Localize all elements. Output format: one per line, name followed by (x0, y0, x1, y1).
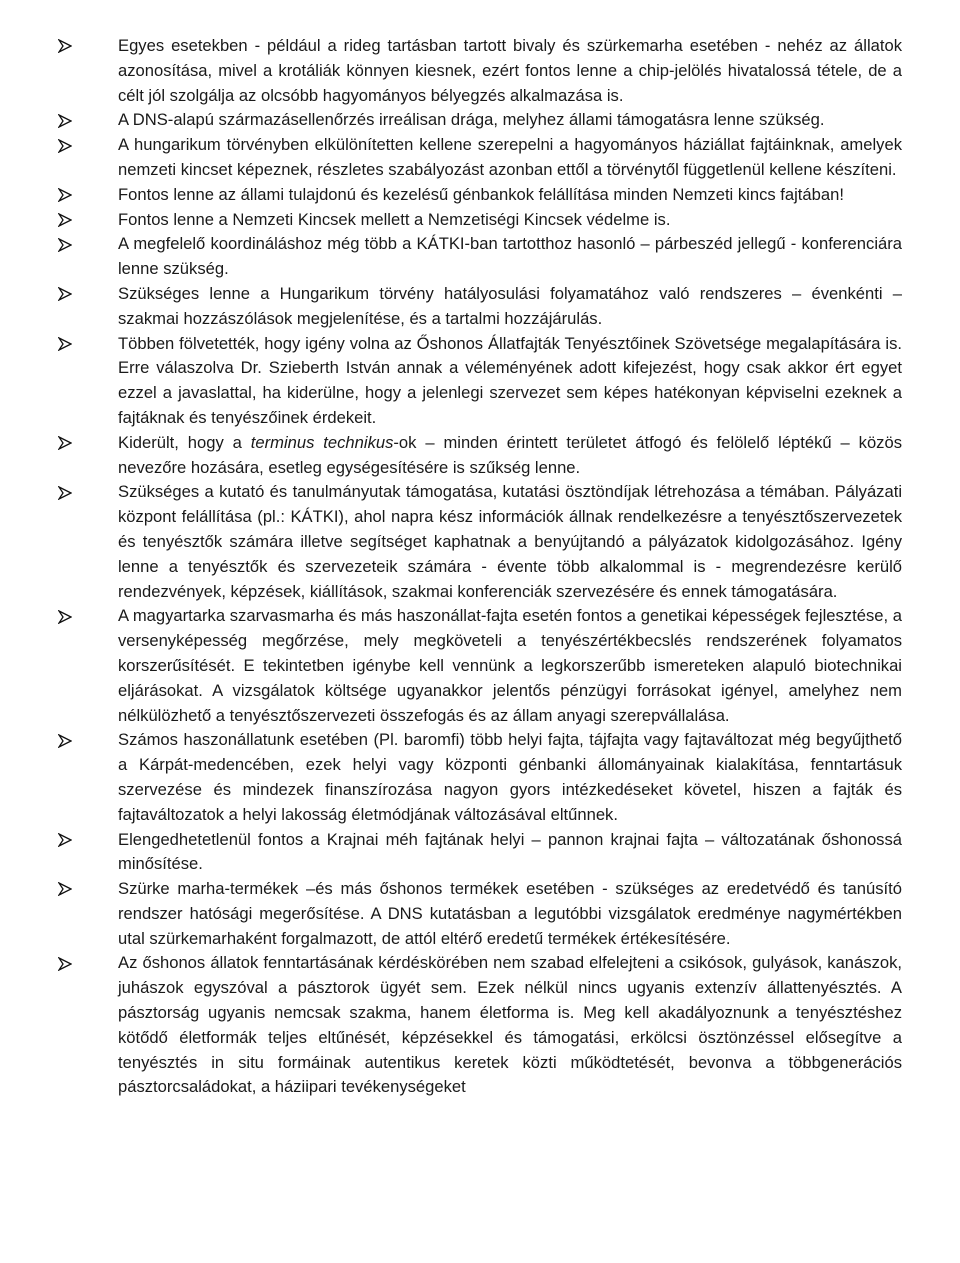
list-item (58, 34, 902, 108)
list-item (58, 431, 902, 481)
list-item-text: Számos haszonállatunk esetében (Pl. baromfi) több helyi fajta, tájfajta vagy fajtaváltozat még begyűjthető a Kárpát-medencében, ezek helyi vagy központi génbanki állományainak kialakítása, fenntartásuk szervezése és mindezek finanszírozása nagyon gyors intézkedéseket követel, hiszen a fajták és fajtaváltozatok a helyi lakosság életmódjának változásával eltűnnek. (118, 730, 902, 824)
list-item (58, 480, 902, 604)
arrowhead-bullet-icon (58, 951, 78, 976)
list-item (58, 108, 902, 133)
arrowhead-bullet-icon (58, 480, 78, 505)
arrowhead-bullet-icon (58, 232, 78, 257)
list-item-text: Az őshonos állatok fenntartásának kérdéskörében nem szabad elfelejteni a csikósok, gulyások, kanászok, juhászok egyszóval a pásztorok ügyét sem. Ezek nélkül nincs ugyanis extenzív állattenyésztés. A pásztorság ugyanis nemcsak szakma, hanem életforma is. Meg kell akadályoznunk a tenyésztéshez kötődő életformák teljes eltűnését, képzésekkel és támogatási, erkölcsi ösztönzéssel elősegítve a tenyésztés in situ formáinak autentikus keretek közti működtetését, bevonva a többgenerációs pásztorcsaládokat, a háziipari tevékenységeket (118, 953, 902, 1097)
arrowhead-bullet-icon (58, 208, 78, 233)
list-item-text: Szürke marha-termékek –és más őshonos termékek esetében - szükséges az eredetvédő és tanúsító rendszer hatósági megerősítése. A DNS kutatásban a legutóbbi vizsgálatok eredménye nagymértékben utal szürkemarhaként forgalmazott, de attól eltérő eredetű termékek értékesítésére. (118, 879, 902, 948)
list-item (58, 208, 902, 233)
list-item (58, 951, 902, 1100)
list-item (58, 133, 902, 183)
arrowhead-bullet-icon (58, 604, 78, 629)
list-item-text: Elengedhetetlenül fontos a Krajnai méh fajtának helyi – pannon krajnai fajta – változatának őshonossá minősítése. (118, 829, 902, 874)
list-item (58, 232, 902, 282)
list-item-text: Egyes esetekben - például a rideg tartásban tartott bivaly és szürkemarha esetében - nehéz az állatok azonosítása, mivel a krotáliák könnyen kiesnek, ezért fontos lenne a chip-jelölés hivatalossá tétele, de a célt jól szolgálja az olcsóbb hagyományos bélyegzés alkalmazása is. (118, 36, 902, 105)
list-item-text: Szükséges a kutató és tanulmányutak támogatása, kutatási ösztöndíjak létrehozása a témában. Pályázati központ felállítása (pl.: KÁTKI), ahol napra kész információk állnak rendelkezésre a tenyésztőszervezetek és tenyésztők számára illetve segítséget kaphatnak a benyújtandó a pályázatok kidolgozásához. Igény lenne a tenyésztők és szervezeteik számára - évente több alkalommal is - megrendezésre kerülő rendezvények, képzések, kiállítások, szakmai konferenciák szervezésére és ennek támogatására. (118, 482, 902, 601)
arrowhead-bullet-icon (58, 332, 78, 357)
list-item (58, 183, 902, 208)
list-item-text: Többen fölvetették, hogy igény volna az Őshonos Állatfajták Tenyésztőinek Szövetsége megalapítására is. Erre válaszolva Dr. Szieberth István annak a véleményének adott kifejezést, hogy csak akkor ért egyet ezzel a javaslattal, ha kiderülne, hogy a jelenlegi szervezet sem képes hatékonyan képviselni ezeknek a fajtáknak és tenyészőinek érdekeit. (118, 333, 902, 427)
arrowhead-bullet-icon (58, 431, 78, 456)
arrowhead-bullet-icon (58, 133, 78, 158)
list-item-text: A hungarikum törvényben elkülönítetten kellene szerepelni a hagyományos háziállat fajtáinknak, amelyek nemzeti kincset képeznek, részletes szabályozást azonban ettől a törvénytől függetlenül kellene készíteni. (118, 135, 902, 179)
arrowhead-bullet-icon (58, 183, 78, 208)
list-item (58, 828, 902, 878)
italic-term: terminus technikus (250, 432, 394, 452)
arrowhead-bullet-icon (58, 34, 78, 59)
list-item-text-part: Kiderült, hogy a (118, 432, 251, 452)
list-item-text: A megfelelő koordináláshoz még több a KÁTKI-ban tartotthoz hasonló – párbeszéd jellegű - konferenciára lenne szükség. (118, 234, 902, 279)
list-item-text: A DNS-alapú származásellenőrzés irreálisan drága, melyhez állami támogatásra lenne szükség. (118, 110, 825, 130)
list-item (58, 332, 902, 431)
list-item-text: A magyartarka szarvasmarha és más haszonállat-fajta esetén fontos a genetikai képességek fejlesztése, a versenyképesség megőrzése, mely megköveteli a tenyészértékbecslés rendszerének folyamatos korszerűsítését. E tekintetben igénybe kell vennünk a legkorszerűbb ismereteken alapuló biotechnikai eljárásokat. A vizsgálatok költsége ugyanakkor jelentős pénzügyi forrásokat igényel, amelyhez nem nélkülözhető a tenyésztőszervezeti összefogás és az állam anyagi szerepvállalása. (118, 606, 902, 725)
list-item (58, 877, 902, 951)
arrowhead-bullet-icon (58, 108, 78, 133)
arrowhead-bullet-icon (58, 282, 78, 307)
arrowhead-bullet-icon (58, 828, 78, 853)
list-item (58, 282, 902, 332)
list-item-text: Szükséges lenne a Hungarikum törvény hatályosulási folyamatához való rendszeres – évenkénti – szakmai hozzászólások megjelenítése, és a tartalmi hozzájárulás. (118, 283, 902, 328)
list-item-text (118, 433, 902, 477)
arrowhead-bullet-icon (58, 728, 78, 753)
list-item-text: Fontos lenne a Nemzeti Kincsek mellett a Nemzetiségi Kincsek védelme is. (118, 209, 671, 229)
arrowhead-bullet-icon (58, 877, 78, 902)
list-item (58, 728, 902, 827)
list-item (58, 604, 902, 728)
list-item-text: Fontos lenne az állami tulajdonú és kezelésű génbankok felállítása minden Nemzeti kincs fajtában! (118, 184, 844, 204)
list-item-text-part: -ok – minden érintett területet átfogó és felölelő léptékű – közös nevezőre hozására, esetleg egységesítésére is szűkség lenne. (118, 432, 903, 477)
bullet-list (58, 34, 902, 1100)
